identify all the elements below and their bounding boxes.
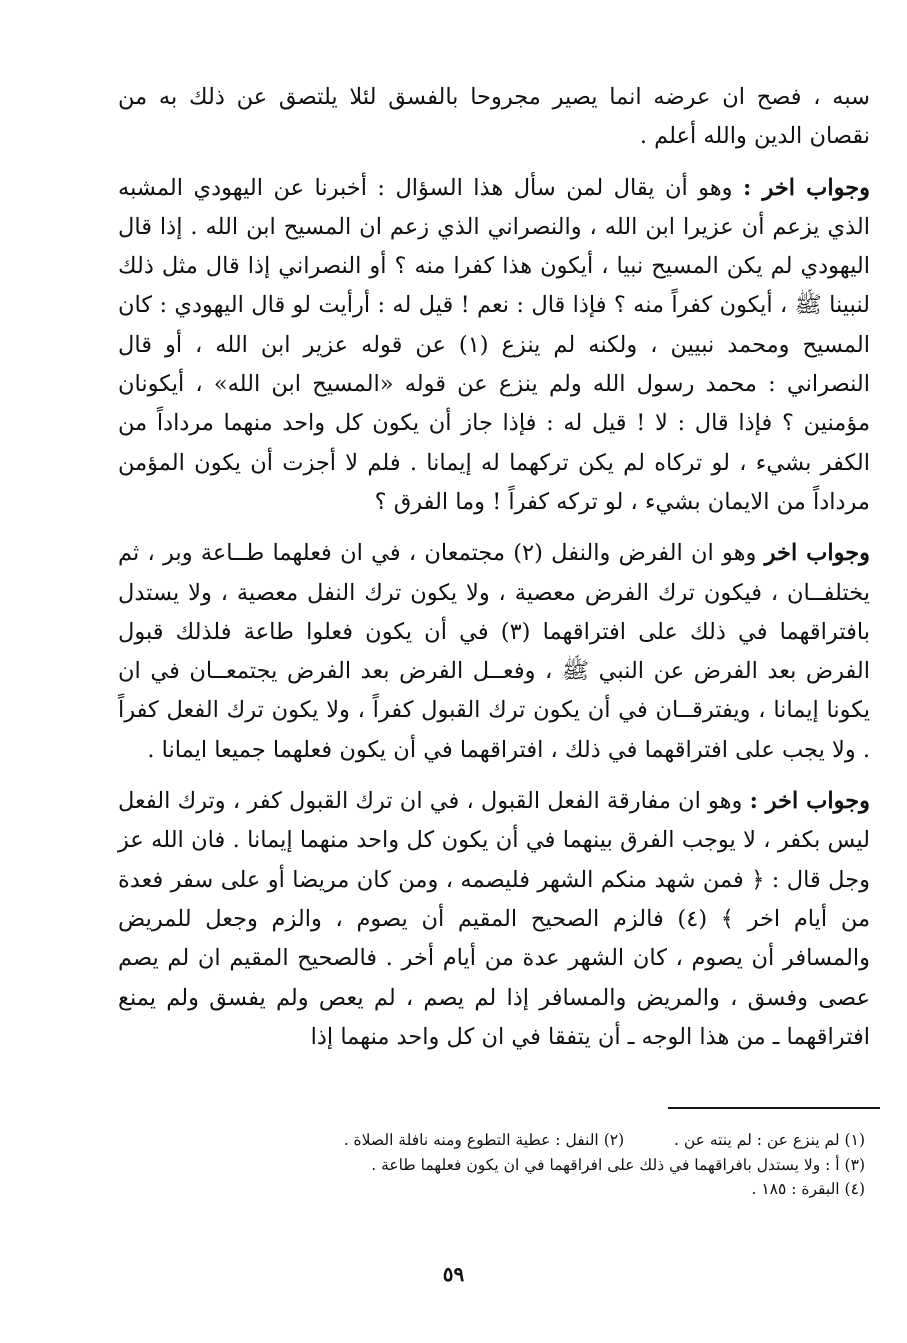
paragraph-lead: وجواب اخر : <box>743 174 870 201</box>
footnote-divider <box>668 1107 880 1109</box>
paragraph-1 <box>118 78 870 157</box>
footnote-number: (٣) <box>844 1155 865 1174</box>
footnote-number: (٢) <box>603 1131 625 1149</box>
paragraph-text: سبه ، فصح ان عرضه انما يصير مجروحا بالفسق لئلا يلتصق عن ذلك به من نقصان الدين والله أعلم . <box>118 84 870 150</box>
footnote-line <box>118 1128 865 1153</box>
paragraph-text: وهو ان مفارقة الفعل القبول ، في ان ترك القبول كفر ، وترك الفعل ليس بكفر ، لا يوجب الفرق بينهما في أن يكون كل واحد منهما إيمانا . فان الله عز وجل قال : ﴿ فمن شهد منكم الشهر فليصمه ، ومن كان مريضا أو على سفر فعدة من أيام اخر ﴾ (٤) فالزم الصحيح المقيم أن يصوم ، والزم وجعل للمريض والمسافر أن يصوم ، كان الشهر عدة من أيام أخر . فالصحيح المقيم ان لم يصم عصى وفسق ، والمريض والمسافر إذا لم يصم ، لم يعص ولم يفسق ولم يمنع افتراقهما ـ من هذا الوجه ـ أن يتفقا في ان كل واحد منهما إذا <box>118 788 870 1050</box>
footnote-line <box>118 1177 865 1202</box>
footnote-number: (٤) <box>844 1180 865 1198</box>
paragraph-lead: وجواب اخر <box>764 540 870 567</box>
main-text <box>118 78 870 1069</box>
footnote-text: البقرة : ١٨٥ . <box>751 1180 840 1198</box>
footnote-line <box>118 1153 865 1178</box>
paragraph-4 <box>118 782 870 1057</box>
footnotes <box>118 1128 865 1202</box>
footnote-text: لم ينزع عن : لم ينته عن . <box>674 1131 840 1149</box>
footnote-text: أ : ولا يستدل بافراقهما في ذلك على افراقهما في ان يكون فعلهما طاعة . <box>371 1155 840 1174</box>
footnote-text: النفل : عطية التطوع ومنه نافلة الصلاة . <box>343 1131 599 1149</box>
footnote-number: (١) <box>844 1131 865 1149</box>
paragraph-2 <box>118 169 870 523</box>
paragraph-text: وهو ان الفرض والنفل (٢) مجتمعان ، في ان فعلهما طــاعة وبر ، ثم يختلفــان ، فيكون ترك الفرض معصية ، ولا يكون ترك النفل معصية ، ولا يستدل بافتراقهما في ذلك على افتراقهما (٣) في أن يكون فعلوا طاعة فلذلك قبول الفرض بعد الفرض عن النبي ﷺ ، وفعــل الفرض بعد الفرض يجتمعــان في ان يكونا إيمانا ، ويفترقــان في أن يكون ترك القبول كفراً ، ولا يكون ترك الفعل كفراً . ولا يجب على افتراقهما في ذلك ، افتراقهما في أن يكون فعلهما جميعا ايمانا . <box>118 540 870 763</box>
paragraph-lead: وجواب اخر : <box>749 788 871 815</box>
paragraph-text: وهو أن يقال لمن سأل هذا السؤال : أخبرنا عن اليهودي المشبه الذي يزعم أن عزيرا ابن الله ، والنصراني الذي زعم ان المسيح ابن الله . إذا قال اليهودي لم يكن المسيح نبيا ، أيكون هذا كفرا منه ؟ أو النصراني إذا قال مثل ذلك لنبينا ﷺ ، أيكون كفراً منه ؟ فإذا قال : نعم ! قيل له : أرأيت لو قال اليهودي : كان المسيح ومحمد نبيين ، ولكنه لم ينزع (١) عن قوله عزير ابن الله ، أو قال النصراني : محمد رسول الله ولم ينزع عن قوله «المسيح ابن الله» ، أيكونان مؤمنين ؟ فإذا قال : لا ! قيل له : فإذا جاز أن يكون كل واحد منهما مرداداً من الكفر بشيء ، لو تركاه لم يكن تركهما له إيمانا . فلم لا أجزت أن يكون المؤمن مرداداً من الايمان بشيء ، لو تركه كفراً ! وما الفرق ؟ <box>118 174 871 515</box>
paragraph-3 <box>118 534 870 770</box>
page-number: ٥٩ <box>442 1262 465 1286</box>
